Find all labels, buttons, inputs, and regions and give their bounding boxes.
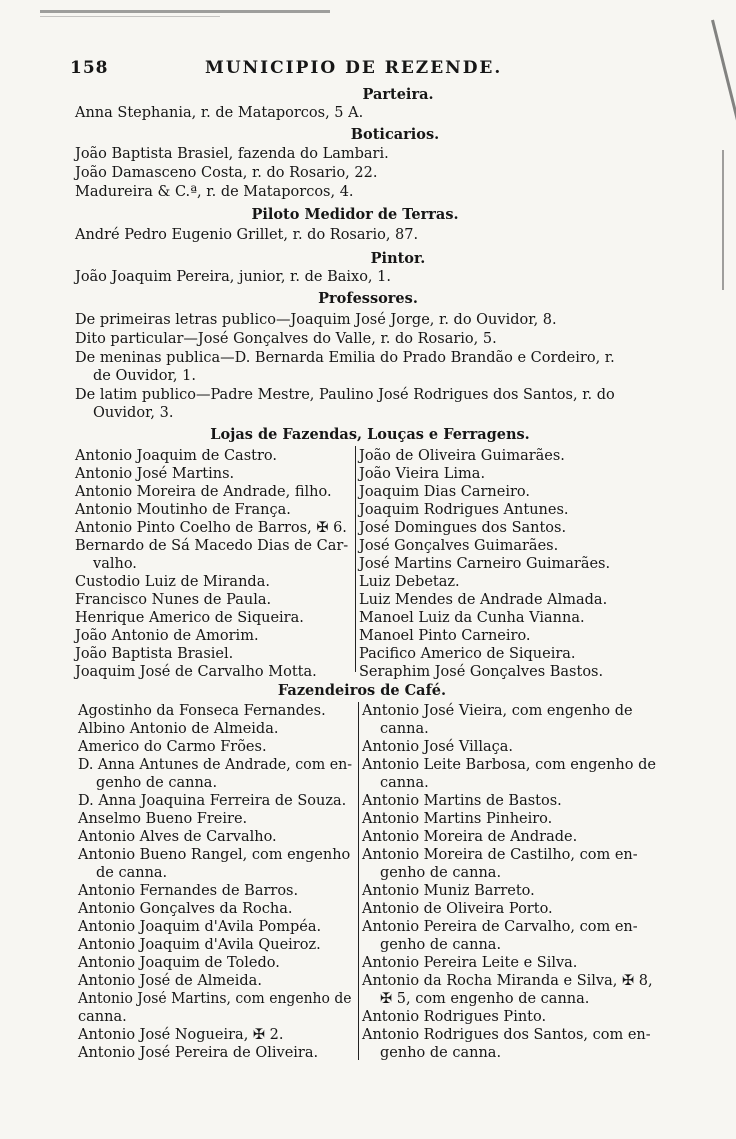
lojas-left-entry: Francisco Nunes de Paula. — [75, 592, 272, 608]
fazendeiros-left-entry: D. Anna Antunes de Andrade, com en- — [78, 757, 353, 773]
lojas-left-entry: Antonio José Martins. — [75, 466, 235, 482]
fazendeiros-left-entry: de canna. — [96, 865, 168, 881]
fazendeiros-right-entry: Antonio Moreira de Castilho, com en- — [362, 847, 638, 863]
section-heading-piloto: Piloto Medidor de Terras. — [251, 206, 459, 223]
column-divider — [355, 446, 356, 672]
lojas-left-entry: Joaquim José de Carvalho Motta. — [75, 664, 317, 680]
fazendeiros-right-entry: genho de canna. — [380, 937, 502, 953]
section-heading-parteira: Parteira. — [362, 86, 434, 103]
entry-line: Madureira & C.ª, r. de Mataporcos, 4. — [75, 184, 354, 200]
entry-line: De latim publico—Padre Mestre, Paulino José Rodrigues dos Santos, r. do — [75, 387, 615, 403]
fazendeiros-left-entry: canna. — [78, 1009, 127, 1025]
entry-line: João Baptista Brasiel, fazenda do Lambari. — [75, 146, 389, 162]
scan-artifact-line — [40, 10, 330, 13]
lojas-left-entry: Custodio Luiz de Miranda. — [75, 574, 270, 590]
fazendeiros-left-entry: Agostinho da Fonseca Fernandes. — [78, 703, 326, 719]
lojas-right-entry: Luiz Mendes de Andrade Almada. — [359, 592, 608, 608]
entry-line: João Damasceno Costa, r. do Rosario, 22. — [75, 165, 378, 181]
page-edge-mark-2 — [722, 150, 724, 290]
entry-line: Dito particular—José Gonçalves do Valle, r. do Rosario, 5. — [75, 331, 497, 347]
fazendeiros-right-entry: Antonio da Rocha Miranda e Silva, ✠ 8, — [362, 973, 653, 989]
column-divider — [358, 702, 359, 1060]
entry-line: De primeiras letras publico—Joaquim José Jorge, r. do Ouvidor, 8. — [75, 312, 557, 328]
fazendeiros-left-entry: Antonio Alves de Carvalho. — [78, 829, 277, 845]
lojas-right-entry: Pacifico Americo de Siqueira. — [359, 646, 576, 662]
section-heading-fazendeiros: Fazendeiros de Café. — [277, 682, 447, 699]
fazendeiros-right-entry: Antonio José Villaça. — [362, 739, 514, 755]
fazendeiros-left-entry: Anselmo Bueno Freire. — [78, 811, 248, 827]
fazendeiros-left-entry: Antonio José de Almeida. — [78, 973, 262, 989]
entry-line: Anna Stephania, r. de Mataporcos, 5 A. — [75, 105, 364, 121]
fazendeiros-right-entry: Antonio Muniz Barreto. — [362, 883, 535, 899]
section-heading-pintor: Pintor. — [370, 250, 426, 267]
lojas-right-entry: José Gonçalves Guimarães. — [359, 538, 559, 554]
lojas-right-entry: João Vieira Lima. — [359, 466, 486, 482]
lojas-left-entry: João Antonio de Amorim. — [75, 628, 259, 644]
fazendeiros-right-entry: Antonio Rodrigues dos Santos, com en- — [362, 1027, 651, 1043]
lojas-left-entry: Henrique Americo de Siqueira. — [75, 610, 304, 626]
fazendeiros-left-entry: Antonio Bueno Rangel, com engenho — [78, 847, 351, 863]
fazendeiros-left-entry: Antonio Joaquim d'Avila Queiroz. — [78, 937, 321, 953]
fazendeiros-left-entry: Antonio Joaquim d'Avila Pompéa. — [78, 919, 322, 935]
fazendeiros-right-entry: Antonio Rodrigues Pinto. — [362, 1009, 547, 1025]
lojas-left-entry: Antonio Pinto Coelho de Barros, ✠ 6. — [75, 520, 347, 536]
section-heading-professores: Professores. — [318, 290, 418, 307]
fazendeiros-right-entry: Antonio Martins de Bastos. — [362, 793, 562, 809]
fazendeiros-right-entry: Antonio Pereira Leite e Silva. — [362, 955, 578, 971]
fazendeiros-right-entry: genho de canna. — [380, 865, 502, 881]
fazendeiros-right-entry: Antonio José Vieira, com engenho de — [362, 703, 633, 719]
page-number: 158 — [70, 58, 109, 78]
lojas-right-entry: Joaquim Rodrigues Antunes. — [359, 502, 569, 518]
page-title: MUNICIPIO DE REZENDE. — [205, 58, 503, 78]
lojas-right-entry: Seraphim José Gonçalves Bastos. — [359, 664, 604, 680]
lojas-left-entry: valho. — [93, 556, 137, 572]
lojas-right-entry: José Martins Carneiro Guimarães. — [359, 556, 611, 572]
fazendeiros-left-entry: Antonio Gonçalves da Rocha. — [78, 901, 293, 917]
fazendeiros-right-entry: canna. — [380, 775, 429, 791]
lojas-left-entry: João Baptista Brasiel. — [75, 646, 234, 662]
fazendeiros-left-entry: Antonio José Pereira de Oliveira. — [78, 1045, 319, 1061]
fazendeiros-right-entry: Antonio Pereira de Carvalho, com en- — [362, 919, 638, 935]
lojas-right-entry: Luiz Debetaz. — [359, 574, 460, 590]
entry-line: de Ouvidor, 1. — [93, 368, 196, 384]
section-heading-boticarios: Boticarios. — [350, 126, 440, 143]
fazendeiros-left-entry: genho de canna. — [96, 775, 218, 791]
lojas-right-entry: João de Oliveira Guimarães. — [359, 448, 565, 464]
entry-line: De meninas publica—D. Bernarda Emilia do Prado Brandão e Cordeiro, r. — [75, 350, 615, 366]
fazendeiros-right-entry: Antonio Martins Pinheiro. — [362, 811, 553, 827]
fazendeiros-right-entry: ✠ 5, com engenho de canna. — [380, 991, 590, 1007]
fazendeiros-right-entry: canna. — [380, 721, 429, 737]
entry-line: André Pedro Eugenio Grillet, r. do Rosario, 87. — [75, 227, 419, 243]
fazendeiros-left-entry: Antonio Fernandes de Barros. — [78, 883, 299, 899]
fazendeiros-right-entry: Antonio Leite Barbosa, com engenho de — [362, 757, 656, 773]
fazendeiros-left-entry: Albino Antonio de Almeida. — [78, 721, 279, 737]
fazendeiros-left-entry: Americo do Carmo Frões. — [78, 739, 267, 755]
lojas-left-entry: Antonio Moutinho de França. — [75, 502, 291, 518]
lojas-right-entry: Manoel Luiz da Cunha Vianna. — [359, 610, 585, 626]
entry-line: João Joaquim Pereira, junior, r. de Baixo, 1. — [75, 269, 391, 285]
fazendeiros-left-entry: Antonio Joaquim de Toledo. — [78, 955, 280, 971]
scan-artifact-line-2 — [40, 16, 220, 17]
entry-line: Ouvidor, 3. — [93, 405, 174, 421]
lojas-left-entry: Antonio Joaquim de Castro. — [75, 448, 277, 464]
lojas-left-entry: Bernardo de Sá Macedo Dias de Car- — [75, 538, 349, 554]
lojas-right-entry: Manoel Pinto Carneiro. — [359, 628, 531, 644]
fazendeiros-left-entry: Antonio José Martins, com engenho de — [78, 991, 352, 1007]
fazendeiros-right-entry: genho de canna. — [380, 1045, 502, 1061]
fazendeiros-left-entry: Antonio José Nogueira, ✠ 2. — [78, 1027, 284, 1043]
fazendeiros-right-entry: Antonio Moreira de Andrade. — [362, 829, 578, 845]
lojas-left-entry: Antonio Moreira de Andrade, filho. — [75, 484, 332, 500]
section-heading-lojas: Lojas de Fazendas, Louças e Ferragens. — [210, 426, 530, 443]
lojas-right-entry: Joaquim Dias Carneiro. — [359, 484, 531, 500]
fazendeiros-left-entry: D. Anna Joaquina Ferreira de Souza. — [78, 793, 347, 809]
fazendeiros-right-entry: Antonio de Oliveira Porto. — [362, 901, 553, 917]
lojas-right-entry: José Domingues dos Santos. — [359, 520, 567, 536]
